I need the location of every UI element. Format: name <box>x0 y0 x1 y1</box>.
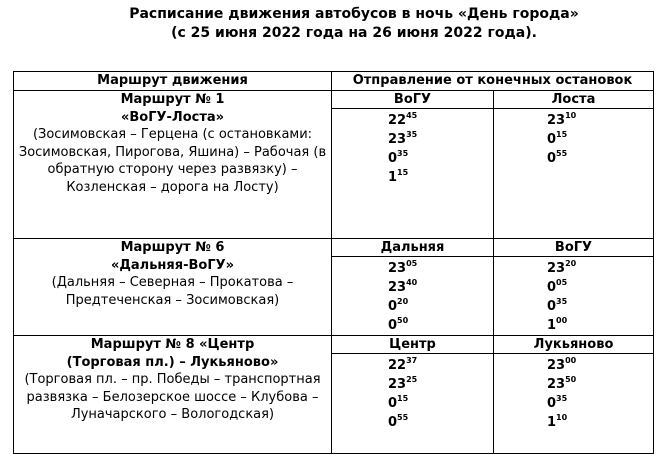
departure-time <box>388 356 493 375</box>
route-stops: (Зосимовская – Герцена (с остановками: Зосимовская, Пирогова, Яшина) – Рабочая (в обратную сторону через развязку) – Козленская – дорога на Лосту) <box>18 127 327 195</box>
departure-hour: 0 <box>547 396 557 411</box>
departure-minutes: 20 <box>397 296 409 306</box>
departure-minutes: 25 <box>406 374 418 384</box>
departure-time <box>547 259 653 278</box>
terminal-stop-name: Дальняя <box>332 239 493 257</box>
header-row <box>14 72 654 91</box>
route-title: Маршрут № 1 <box>120 92 225 107</box>
departure-hour: 23 <box>547 113 566 128</box>
departure-hour: 0 <box>547 299 557 314</box>
departure-minutes: 15 <box>397 167 409 177</box>
departure-minutes: 45 <box>406 110 418 120</box>
departure-hour: 23 <box>388 280 407 295</box>
route-cell <box>14 91 332 239</box>
departure-time <box>547 356 653 375</box>
departure-time <box>388 130 493 149</box>
departure-hour: 0 <box>388 299 398 314</box>
departure-minutes: 05 <box>556 277 568 287</box>
departure-minutes: 10 <box>556 412 568 422</box>
document-title <box>0 5 666 43</box>
title-line-2: (с 25 июня 2022 года на 26 июня 2022 года). <box>171 25 537 41</box>
departure-time <box>388 149 493 168</box>
departure-time <box>388 111 493 130</box>
departure-minutes: 40 <box>406 277 418 287</box>
time-list <box>494 109 653 168</box>
header-route: Маршрут движения <box>14 72 332 91</box>
departure-hour: 22 <box>388 113 407 128</box>
departure-time <box>388 413 493 432</box>
departure-hour: 0 <box>388 318 398 333</box>
departure-time <box>388 168 493 187</box>
departure-time <box>547 394 653 413</box>
departure-hour: 1 <box>547 415 557 430</box>
time-list <box>332 109 493 187</box>
route-name: «Дальняя-ВоГУ» <box>110 257 235 273</box>
departure-minutes: 05 <box>406 258 418 268</box>
time-list <box>494 354 653 432</box>
departure-time <box>388 259 493 278</box>
departures-left <box>332 91 494 239</box>
departure-time <box>547 297 653 316</box>
departure-minutes: 55 <box>556 148 568 158</box>
time-list <box>332 354 493 432</box>
departure-minutes: 35 <box>397 148 409 158</box>
departure-hour: 22 <box>388 358 407 373</box>
departure-hour: 0 <box>547 132 557 147</box>
time-list <box>332 257 493 335</box>
departure-hour: 0 <box>388 396 398 411</box>
departure-minutes: 15 <box>556 129 568 139</box>
departure-minutes: 00 <box>556 315 568 325</box>
departure-hour: 0 <box>388 151 398 166</box>
departures-right <box>494 91 654 239</box>
departure-minutes: 50 <box>565 374 577 384</box>
departure-time <box>547 413 653 432</box>
departure-minutes: 50 <box>397 315 409 325</box>
departure-hour: 23 <box>547 377 566 392</box>
route-name: (Торговая пл.) – Лукьяново» <box>66 354 279 370</box>
route-stops: (Торговая пл. – пр. Победы – транспортная развязка – Белозерское шоссе – Клубова – Луначарского – Вологодская) <box>24 372 321 422</box>
departure-time <box>547 375 653 394</box>
departure-time <box>388 375 493 394</box>
departure-hour: 1 <box>388 170 398 185</box>
departure-time <box>547 111 653 130</box>
departure-time <box>388 297 493 316</box>
departure-minutes: 55 <box>397 412 409 422</box>
header-departure: Отправление от конечных остановок <box>332 72 654 91</box>
departure-hour: 23 <box>547 261 566 276</box>
schedule-table <box>13 71 654 454</box>
departure-hour: 23 <box>547 358 566 373</box>
departure-hour: 23 <box>388 261 407 276</box>
departures-right <box>494 336 654 454</box>
terminal-stop-name: Центр <box>332 336 493 354</box>
departures-right <box>494 239 654 336</box>
departure-hour: 0 <box>547 280 557 295</box>
departure-hour: 23 <box>388 132 407 147</box>
terminal-stop-name: ВоГУ <box>494 239 653 257</box>
departure-minutes: 15 <box>397 393 409 403</box>
departure-minutes: 35 <box>556 393 568 403</box>
time-list <box>494 257 653 335</box>
departure-time <box>388 316 493 335</box>
route-title: Маршрут № 6 <box>120 240 225 255</box>
departure-time <box>547 130 653 149</box>
route-title: Маршрут № 8 «Центр <box>90 337 255 352</box>
departure-time <box>388 278 493 297</box>
departure-time <box>388 394 493 413</box>
departure-minutes: 37 <box>406 355 418 365</box>
departures-left <box>332 336 494 454</box>
departure-time <box>547 278 653 297</box>
departure-minutes: 35 <box>406 129 418 139</box>
departure-time <box>547 316 653 335</box>
departure-minutes: 00 <box>565 355 577 365</box>
terminal-stop-name: Лукьяново <box>494 336 653 354</box>
departure-minutes: 35 <box>556 296 568 306</box>
departures-left <box>332 239 494 336</box>
title-line-1: Расписание движения автобусов в ночь «День города» <box>129 6 579 22</box>
route-name: «ВоГУ-Лоста» <box>120 109 225 125</box>
terminal-stop-name: ВоГУ <box>332 91 493 109</box>
departure-time <box>547 149 653 168</box>
route-row <box>14 239 654 336</box>
route-cell <box>14 239 332 336</box>
departure-minutes: 20 <box>565 258 577 268</box>
departure-hour: 23 <box>388 377 407 392</box>
departure-hour: 0 <box>388 415 398 430</box>
route-stops: (Дальняя – Северная – Прокатова – Предтеченская – Зосимовская) <box>51 275 294 308</box>
departure-minutes: 10 <box>565 110 577 120</box>
departure-hour: 0 <box>547 151 557 166</box>
departure-hour: 1 <box>547 318 557 333</box>
route-row <box>14 91 654 239</box>
route-cell <box>14 336 332 454</box>
terminal-stop-name: Лоста <box>494 91 653 109</box>
route-row <box>14 336 654 454</box>
